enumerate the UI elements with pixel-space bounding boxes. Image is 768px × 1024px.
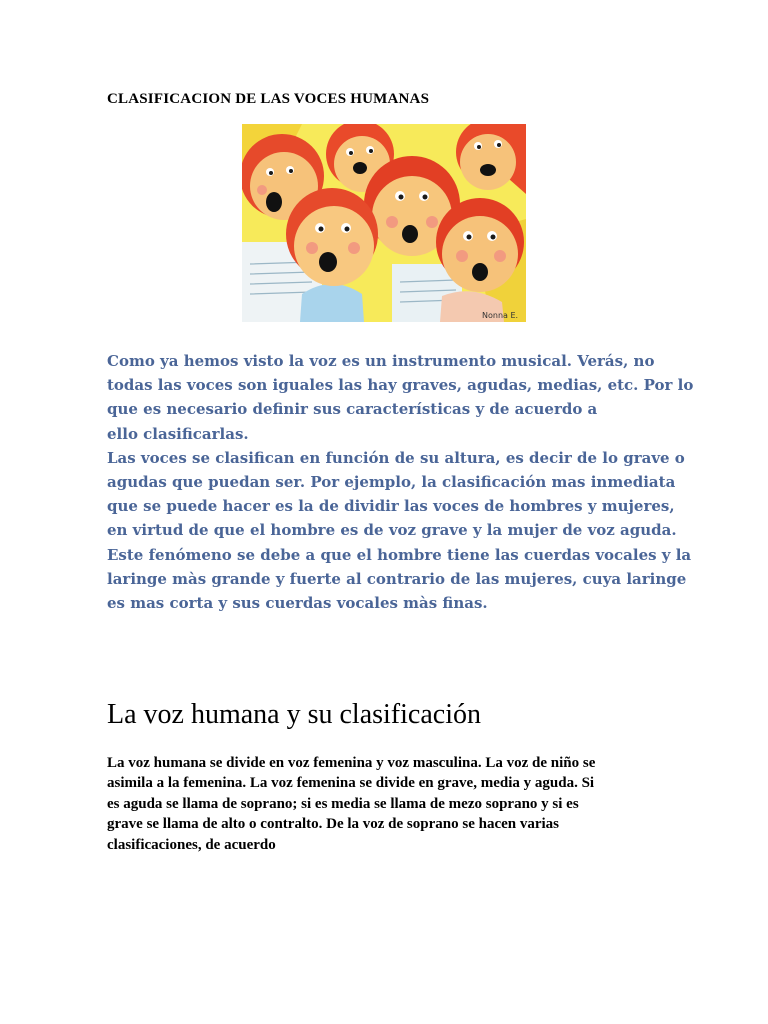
intro-line: es mas corta y sus cuerdas vocales màs finas. [107,594,488,613]
section-line: es aguda se llama de soprano; si es media se llama de mezo soprano y si es [107,795,579,812]
section-line: clasificaciones, de acuerdo [107,836,276,853]
section-heading: La voz humana y su clasificación [107,699,481,730]
intro-paragraph [107,349,694,615]
intro-line: Este fenómeno se debe a que el hombre tiene las cuerdas vocales y la [107,545,692,564]
intro-line: agudas que puedan ser. Por ejemplo, la clasificación mas inmediata [107,473,676,492]
intro-line: ello clasificarlas. [107,424,249,443]
intro-line: que se puede hacer es la de dividir las voces de hombres y mujeres, [107,497,675,516]
intro-line: que es necesario definir sus características y de acuerdo a [107,400,598,419]
intro-line: Como ya hemos visto la voz es un instrumento musical. Verás, no [107,352,655,370]
intro-line: en virtud de que el hombre es de voz grave y la mujer de voz aguda. [107,521,677,540]
section-paragraph [107,753,677,855]
document-title: CLASIFICACION DE LAS VOCES HUMANAS [107,91,430,107]
singing-children-painting-icon [242,124,526,322]
section-line: asimila a la femenina. La voz femenina se divide en grave, media y aguda. Si [107,775,595,792]
section-line: grave se llama de alto o contralto. De la voz de soprano se hacen varias [107,816,560,833]
intro-line: laringe màs grande y fuerte al contrario de las mujeres, cuya laringe [107,569,687,588]
intro-line: todas las voces son iguales las hay graves, agudas, medias, etc. Por lo [107,376,694,395]
intro-line: Las voces se clasifican en función de su altura, es decir de lo grave o [107,448,685,467]
section-line: La voz humana se divide en voz femenina y voz masculina. La voz de niño se [107,755,596,771]
painting-signature: Nonna E. [482,311,519,320]
